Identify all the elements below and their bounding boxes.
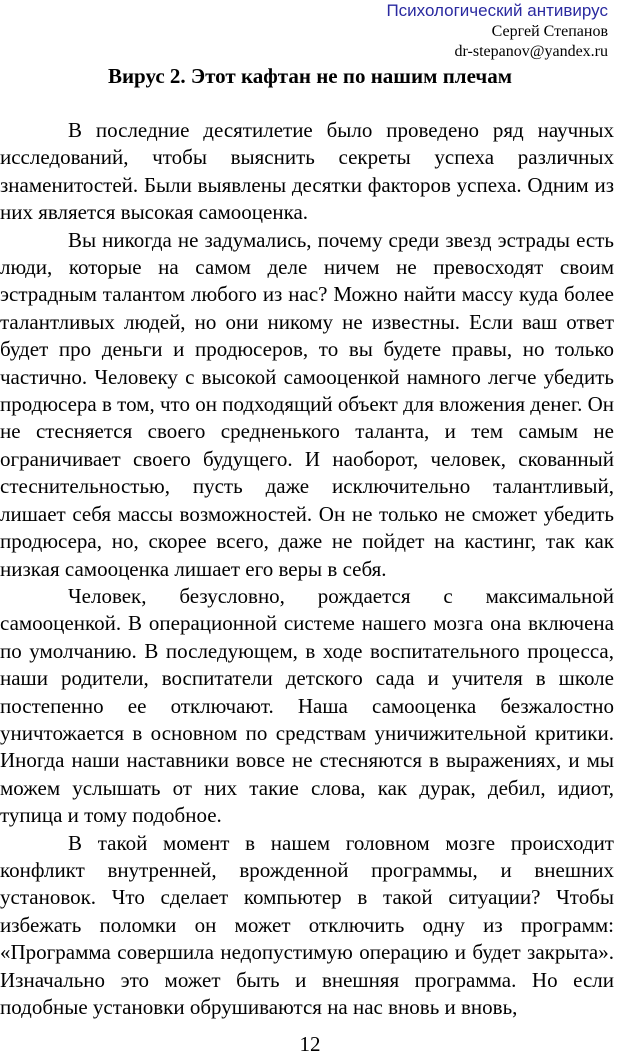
author-email: dr-stepanov@yandex.ru	[454, 43, 608, 60]
book-title: Психологический антивирус	[386, 1, 608, 20]
paragraph: В последние десятилетие было проведено ряд научных исследований, чтобы выяснить секреты успеха различных знаменитостей. Были выявлены десятки факторов успеха. Одним из них является высокая самооценка.	[0, 118, 614, 225]
body-text	[0, 117, 614, 1021]
page-header	[386, 0, 608, 62]
chapter-title: Вирус 2. Этот кафтан не по нашим плечам	[107, 64, 513, 88]
page-number: 12	[299, 1032, 321, 1056]
paragraph: Человек, безусловно, рождается с максимальной самооценкой. В операционной системе нашего мозга она включена по умолчанию. В последующем, в ходе воспитательного процесса, наши родители, воспитатели детского сада и учителя в школе постепенно ее отключают. Наша самооценка безжалостно уничтожается в основном по средствам уничижительной критики. Иногда наши наставники вовсе не стесняются в выражениях, и мы можем услышать от них такие слова, как дурак, дебил, идиот, тупица и тому подобное.	[0, 583, 614, 828]
paragraph: В такой момент в нашем головном мозге происходит конфликт внутренней, врожденной программы, и внешних установок. Что сделает компьютер в такой ситуации? Чтобы избежать поломки он может отключить одну из программ: «Программа совершила недопустимую операцию и будет закрыта». Изначально это может быть и внешняя программа. Но если подобные установки обрушиваются на нас вновь и вновь,	[0, 830, 614, 1019]
paragraph: Вы никогда не задумались, почему среди звезд эстрады есть люди, которые на самом деле ничем не превосходят своим эстрадным талантом любого из нас? Можно найти массу куда более талантливых людей, но они никому не известны. Если ваш ответ будет про деньги и продюсеров, то вы будете правы, но только частично. Человеку с высокой самооценкой намного легче убедить продюсера в том, что он подходящий объект для вложения денег. Он не стесняется своего средненького таланта, и тем самым не ограничивает своего будущего. И наоборот, человек, скованный стеснительностью, пусть даже исключительно талантливый, лишает себя массы возможностей. Он не только не сможет убедить продюсера, но, скорее всего, даже не пойдет на кастинг, так как низкая самооценка лишает его веры в себя.	[0, 227, 614, 581]
author-name: Сергей Степанов	[491, 23, 608, 40]
